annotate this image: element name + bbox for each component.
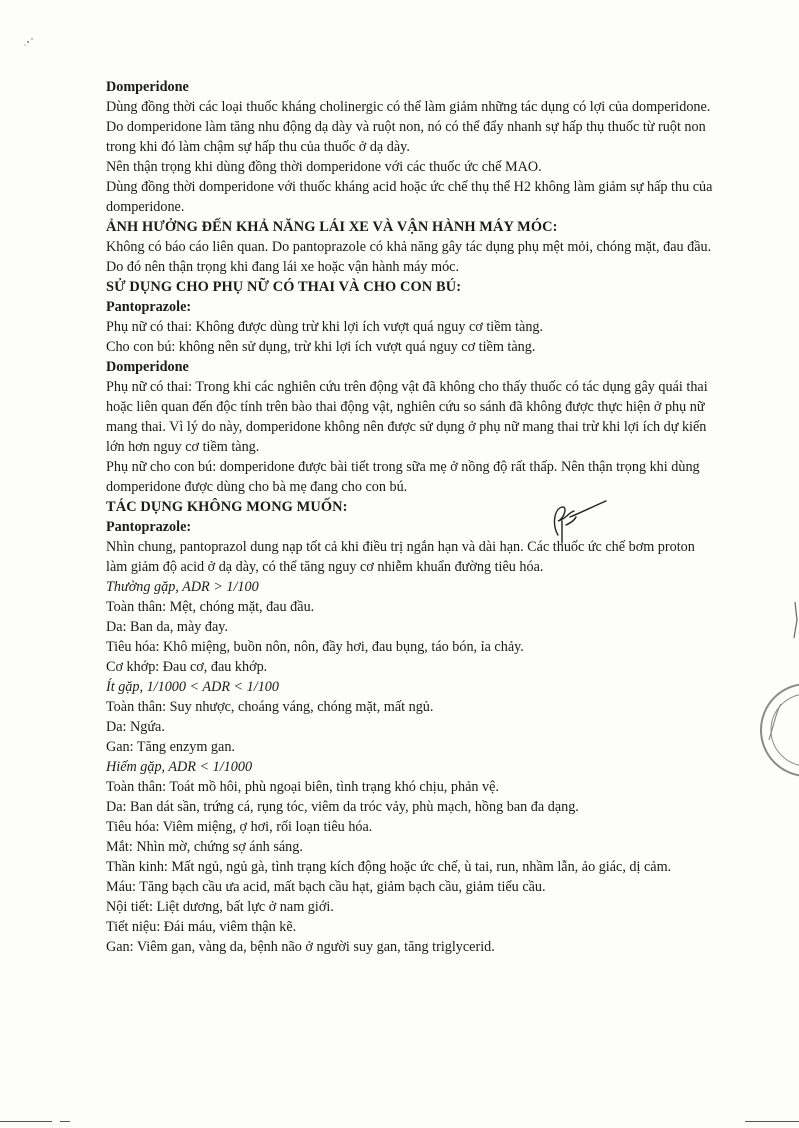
- paragraph: Dùng đồng thời domperidone với thuốc kháng acid hoặc ức chế thụ thể H2 không làm giảm sự hấp thu của domperidone.: [106, 179, 713, 215]
- paragraph: Phụ nữ cho con bú: domperidone được bài tiết trong sữa mẹ ở nồng độ rất thấp. Nên thận trọng khi dùng domperidone được dùng cho bà mẹ đang cho con bú.: [106, 459, 700, 495]
- paragraph: Toàn thân: Toát mồ hôi, phù ngoại biên, tình trạng khó chịu, phản vệ.: [106, 779, 499, 795]
- subheading-pantoprazole: Pantoprazole:: [106, 519, 192, 535]
- paragraph: Da: Ban dát sần, trứng cá, rụng tóc, viêm da tróc vảy, phù mạch, hồng ban đa dạng.: [106, 799, 579, 815]
- paragraph: Phụ nữ có thai: Trong khi các nghiên cứu trên động vật đã không cho thấy thuốc có tác dụng gây quái thai hoặc liên quan đến độc tính trên bào thai động vật, nghiên cứu so sánh đã không được thực hiện ở phụ nữ mang thai. Vì lý do này, domperidone không nên được sử dụng ở phụ nữ mang thai trừ khi lợi ích dự kiến lớn hơn nguy cơ tiềm tàng.: [106, 379, 708, 455]
- handwritten-signature: [540, 495, 610, 550]
- paragraph: Gan: Tăng enzym gan.: [106, 739, 235, 755]
- paragraph: Dùng đồng thời các loại thuốc kháng cholinergic có thể làm giảm những tác dụng có lợi của domperidone.: [106, 99, 711, 115]
- scan-specks: [22, 30, 52, 50]
- paragraph: Cơ khớp: Đau cơ, đau khớp.: [106, 659, 268, 675]
- frequency-heading-rare: Hiếm gặp, ADR < 1/1000: [106, 759, 253, 775]
- paragraph: Toàn thân: Mệt, chóng mặt, đau đầu.: [106, 599, 315, 615]
- footer-rule-right: [745, 1121, 799, 1122]
- paragraph: Cho con bú: không nên sử dụng, trừ khi lợi ích vượt quá nguy cơ tiềm tàng.: [106, 339, 536, 355]
- paragraph: Da: Ngứa.: [106, 719, 165, 735]
- seal-stamp: [755, 660, 799, 800]
- scan-edge-mark: [791, 600, 799, 640]
- subheading-domperidone: Domperidone: [106, 359, 189, 375]
- document-body: [106, 77, 718, 957]
- paragraph: Phụ nữ có thai: Không được dùng trừ khi lợi ích vượt quá nguy cơ tiềm tàng.: [106, 319, 544, 335]
- footer-rule-mark: [60, 1121, 70, 1122]
- paragraph: Mắt: Nhìn mờ, chứng sợ ánh sáng.: [106, 839, 303, 855]
- subheading-pantoprazole: Pantoprazole:: [106, 299, 192, 315]
- heading-domperidone-interactions: Domperidone: [106, 79, 189, 95]
- frequency-heading-uncommon: Ít gặp, 1/1000 < ADR < 1/100: [106, 679, 279, 695]
- section-heading-pregnancy: SỬ DỤNG CHO PHỤ NỮ CÓ THAI VÀ CHO CON BÚ:: [106, 279, 462, 295]
- paragraph: Tiêu hóa: Viêm miệng, ợ hơi, rối loạn tiêu hóa.: [106, 819, 373, 835]
- section-heading-driving: ẢNH HƯỞNG ĐẾN KHẢ NĂNG LÁI XE VÀ VẬN HÀNH MÁY MÓC:: [106, 219, 558, 235]
- paragraph: Do domperidone làm tăng nhu động dạ dày và ruột non, nó có thể đẩy nhanh sự hấp thụ thuốc từ ruột non trong khi đó làm chậm sự hấp thu của thuốc ở dạ dày.: [106, 119, 706, 155]
- paragraph: Da: Ban da, mày đay.: [106, 619, 228, 635]
- paragraph: Tiết niệu: Đái máu, viêm thận kẽ.: [106, 919, 297, 935]
- paragraph: Tiêu hóa: Khô miệng, buồn nôn, nôn, đầy hơi, đau bụng, táo bón, ỉa chảy.: [106, 639, 524, 655]
- section-heading-adverse-effects: TÁC DỤNG KHÔNG MONG MUỐN:: [106, 499, 348, 515]
- paragraph: Nội tiết: Liệt dương, bất lực ở nam giới.: [106, 899, 334, 915]
- paragraph: Nên thận trọng khi dùng đồng thời domperidone với các thuốc ức chế MAO.: [106, 159, 542, 175]
- paragraph: Toàn thân: Suy nhược, choáng váng, chóng mặt, mất ngủ.: [106, 699, 434, 715]
- paragraph: Máu: Tăng bạch cầu ưa acid, mất bạch cầu hạt, giảm bạch cầu, giảm tiểu cầu.: [106, 879, 546, 895]
- paragraph: Gan: Viêm gan, vàng da, bệnh não ở người suy gan, tăng triglycerid.: [106, 939, 495, 955]
- paragraph: Nhìn chung, pantoprazol dung nạp tốt cả khi điều trị ngắn hạn và dài hạn. Các thuốc ức chế bơm proton làm giảm độ acid ở dạ dày, có thể tăng nguy cơ nhiễm khuẩn đường tiêu hóa.: [106, 539, 695, 575]
- paragraph: Không có báo cáo liên quan. Do pantoprazole có khả năng gây tác dụng phụ mệt mỏi, chóng mặt, đau đầu. Do đó nên thận trọng khi đang lái xe hoặc vận hành máy móc.: [106, 239, 712, 275]
- paragraph: Thần kinh: Mất ngủ, ngủ gà, tình trạng kích động hoặc ức chế, ù tai, run, nhầm lẫn, ảo giác, dị cảm.: [106, 859, 672, 875]
- frequency-heading-common: Thường gặp, ADR > 1/100: [106, 579, 259, 595]
- footer-rule-left: [0, 1121, 52, 1122]
